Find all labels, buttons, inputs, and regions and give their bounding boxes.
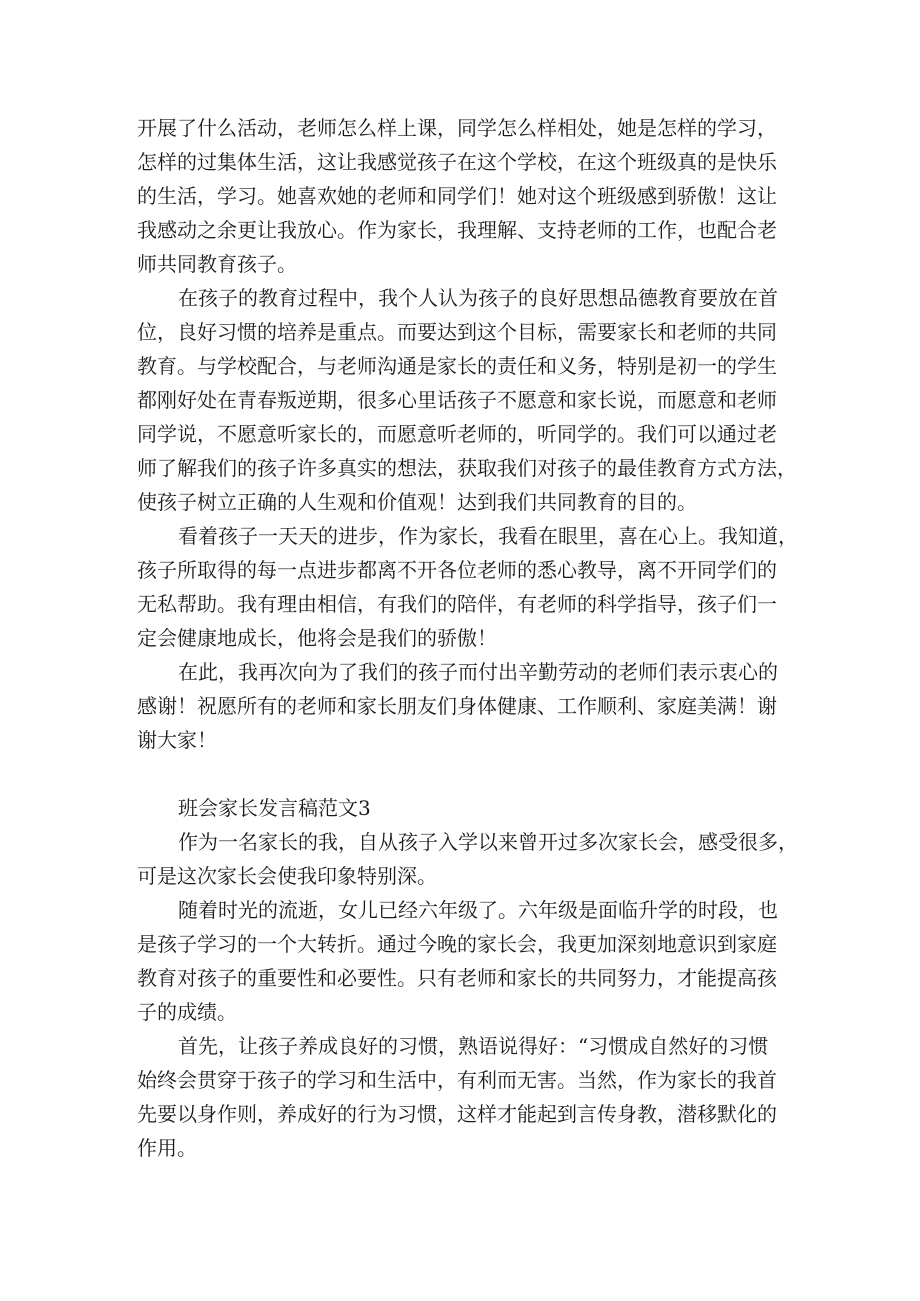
paragraph-first-line: 首先，让孩子养成良好的习惯，熟语说得好：“习惯成自然好的习惯: [178, 1034, 769, 1058]
text-line: 孩子所取得的每一点进步都离不开各位老师的悉心教导，离不开同学们的: [137, 558, 777, 582]
text-line: 同学说，不愿意听家长的，而愿意听老师的，听同学的。我们可以通过老: [137, 422, 777, 446]
paragraph-first-line: 在孩子的教育过程中，我个人认为孩子的良好思想品德教育要放在首: [178, 286, 778, 310]
text-line: 感谢！祝愿所有的老师和家长朋友们身体健康、工作顺利、家庭美满！谢: [137, 694, 777, 718]
text-line: 我感动之余更让我放心。作为家长，我理解、支持老师的工作，也配合老: [137, 218, 777, 242]
section-title: 班会家长发言稿范文3: [178, 796, 371, 820]
text-line: 教育。与学校配合，与老师沟通是家长的责任和义务，特别是初一的学生: [137, 354, 777, 378]
paragraph-first-line: 看着孩子一天天的进步，作为家长，我看在眼里，喜在心上。我知道，: [178, 524, 798, 548]
text-line: 始终会贯穿于孩子的学习和生活中，有利而无害。当然，作为家长的我首: [137, 1068, 777, 1092]
text-line: 谢大家！: [137, 728, 217, 752]
text-line: 师了解我们的孩子许多真实的想法，获取我们对孩子的最佳教育方式方法，: [137, 456, 797, 480]
text-line: 无私帮助。我有理由相信，有我们的陪伴，有老师的科学指导，孩子们一: [137, 592, 777, 616]
text-line: 先要以身作则，养成好的行为习惯，这样才能起到言传身教，潜移默化的: [137, 1102, 777, 1126]
text-line: 作用。: [137, 1136, 197, 1160]
paragraph-first-line: 随着时光的流逝，女儿已经六年级了。六年级是面临升学的时段，也: [178, 898, 778, 922]
text-line: 教育对孩子的重要性和必要性。只有老师和家长的共同努力，才能提高孩: [137, 966, 777, 990]
text-line: 定会健康地成长，他将会是我们的骄傲！: [137, 626, 497, 650]
text-line: 使孩子树立正确的人生观和价值观！达到我们共同教育的目的。: [137, 490, 697, 514]
text-line: 怎样的过集体生活，这让我感觉孩子在这个学校，在这个班级真的是快乐: [137, 150, 777, 174]
text-line: 子的成绩。: [137, 1000, 237, 1024]
paragraph-first-line: 作为一名家长的我，自从孩子入学以来曾开过多次家长会，感受很多，: [178, 830, 798, 854]
text-line: 位，良好习惯的培养是重点。而要达到这个目标，需要家长和老师的共同: [137, 320, 777, 344]
text-line: 是孩子学习的一个大转折。通过今晚的家长会，我更加深刻地意识到家庭: [137, 932, 777, 956]
text-line: 开展了什么活动，老师怎么样上课，同学怎么样相处，她是怎样的学习，: [137, 116, 777, 140]
text-line: 师共同教育孩子。: [137, 252, 297, 276]
text-line: 可是这次家长会使我印象特别深。: [137, 864, 437, 888]
text-line: 都刚好处在青春叛逆期，很多心里话孩子不愿意和家长说，而愿意和老师: [137, 388, 777, 412]
text-line: 的生活，学习。她喜欢她的老师和同学们！她对这个班级感到骄傲！这让: [137, 184, 777, 208]
paragraph-first-line: 在此，我再次向为了我们的孩子而付出辛勤劳动的老师们表示衷心的: [178, 660, 778, 684]
